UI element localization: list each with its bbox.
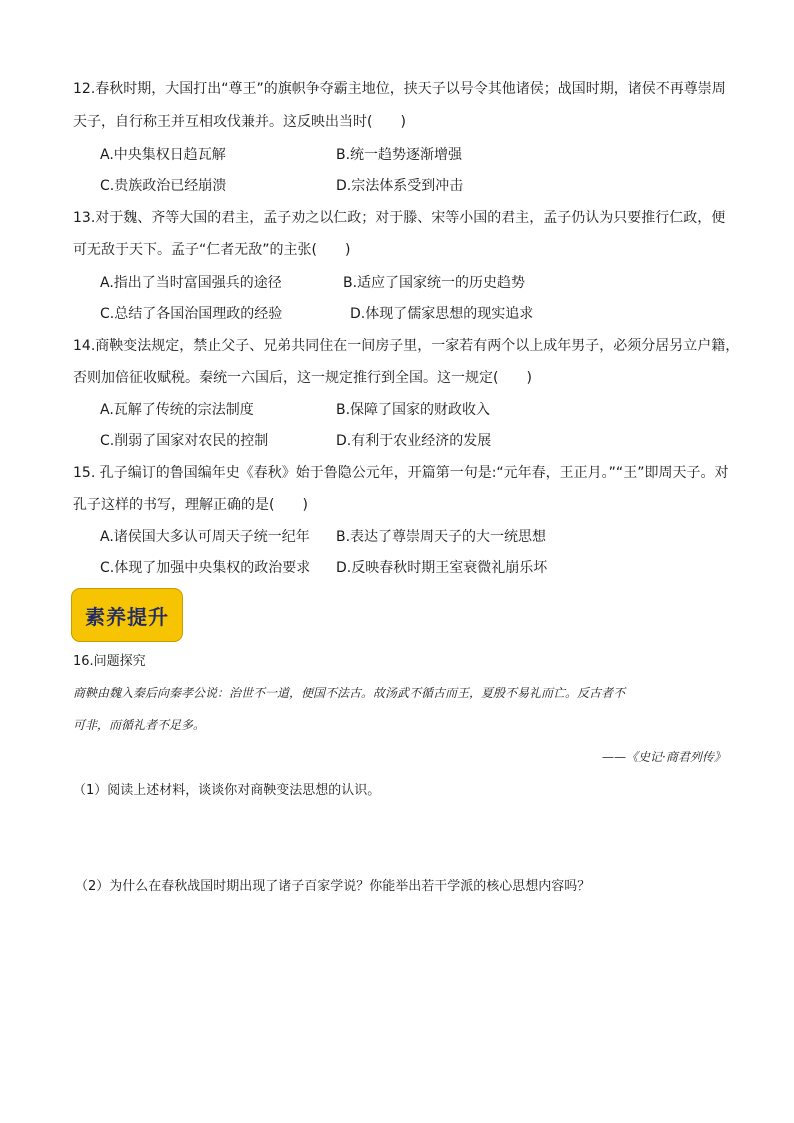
q16-material-line2: 可非，而循礼者不足多。 bbox=[73, 718, 206, 732]
q12-stem-line2: 天子，自行称王并互相攻伐兼并。这反映出当时( ) bbox=[73, 114, 406, 130]
q14-option-a[interactable]: A.瓦解了传统的宗法制度 bbox=[100, 402, 254, 418]
q12-option-d[interactable]: D.宗法体系受到冲击 bbox=[336, 178, 464, 194]
q16-material-source: ——《史记·商君列传》 bbox=[602, 750, 726, 764]
q12-option-b[interactable]: B.统一趋势逐渐增强 bbox=[336, 147, 463, 163]
badge-label: 素养提升 bbox=[85, 604, 169, 629]
q13-option-b[interactable]: B.适应了国家统一的历史趋势 bbox=[343, 275, 526, 291]
literacy-improvement-badge bbox=[71, 588, 183, 642]
q15-option-a[interactable]: A.诸侯国大多认可周天子统一纪年 bbox=[100, 529, 310, 545]
q14-option-c[interactable]: C.削弱了国家对农民的控制 bbox=[100, 433, 269, 449]
q15-stem-line1: 15. 孔子编订的鲁国编年史《春秋》始于鲁隐公元年，开篇第一句是:“元年春，王正月。”“王”即周天子。对 bbox=[73, 465, 729, 481]
q15-option-b[interactable]: B.表达了尊崇周天子的大一统思想 bbox=[336, 529, 547, 545]
q14-stem-line2: 否则加倍征收赋税。秦统一六国后，这一规定推行到全国。这一规定( ) bbox=[73, 370, 532, 386]
q13-option-a[interactable]: A.指出了当时富国强兵的途径 bbox=[100, 275, 282, 291]
q13-stem-line2: 可无敌于天下。孟子“仁者无敌”的主张( ) bbox=[73, 242, 351, 258]
q13-option-c[interactable]: C.总结了各国治国理政的经验 bbox=[100, 306, 283, 322]
q16-subquestion-2: （2）为什么在春秋战国时期出现了诸子百家学说？你能举出若干学派的核心思想内容吗？ bbox=[75, 879, 591, 894]
q15-option-c[interactable]: C.体现了加强中央集权的政治要求 bbox=[100, 560, 311, 576]
q14-option-b[interactable]: B.保障了国家的财政收入 bbox=[336, 402, 491, 418]
q16-material-line1: 商鞅由魏入秦后向秦孝公说：治世不一道，便国不法古。故汤武不循古而王，夏殷不易礼而亡。反古者不 bbox=[73, 686, 626, 700]
q12-stem-line1: 12.春秋时期，大国打出“尊王”的旗帜争夺霸主地位，挟天子以号令其他诸侯；战国时期，诸侯不再尊崇周 bbox=[73, 81, 726, 97]
q13-option-d[interactable]: D.体现了儒家思想的现实追求 bbox=[350, 306, 534, 322]
q15-option-d[interactable]: D.反映春秋时期王室衰微礼崩乐坏 bbox=[336, 560, 548, 576]
q12-option-c[interactable]: C.贵族政治已经崩溃 bbox=[100, 178, 227, 194]
q14-option-d[interactable]: D.有利于农业经济的发展 bbox=[336, 433, 492, 449]
q16-subquestion-1: （1）阅读上述材料，谈谈你对商鞅变法思想的认识。 bbox=[73, 783, 381, 798]
q16-title: 16.问题探究 bbox=[73, 654, 146, 669]
q15-stem-line2: 孔子这样的书写，理解正确的是( ) bbox=[73, 497, 308, 513]
q13-stem-line1: 13.对于魏、齐等大国的君主，孟子劝之以仁政；对于滕、宋等小国的君主，孟子仍认为只要推行仁政，便 bbox=[73, 210, 726, 226]
q14-stem-line1: 14.商鞅变法规定，禁止父子、兄弟共同住在一间房子里，一家若有两个以上成年男子，必须分居另立户籍， bbox=[73, 338, 740, 354]
q12-option-a[interactable]: A.中央集权日趋瓦解 bbox=[100, 147, 226, 163]
